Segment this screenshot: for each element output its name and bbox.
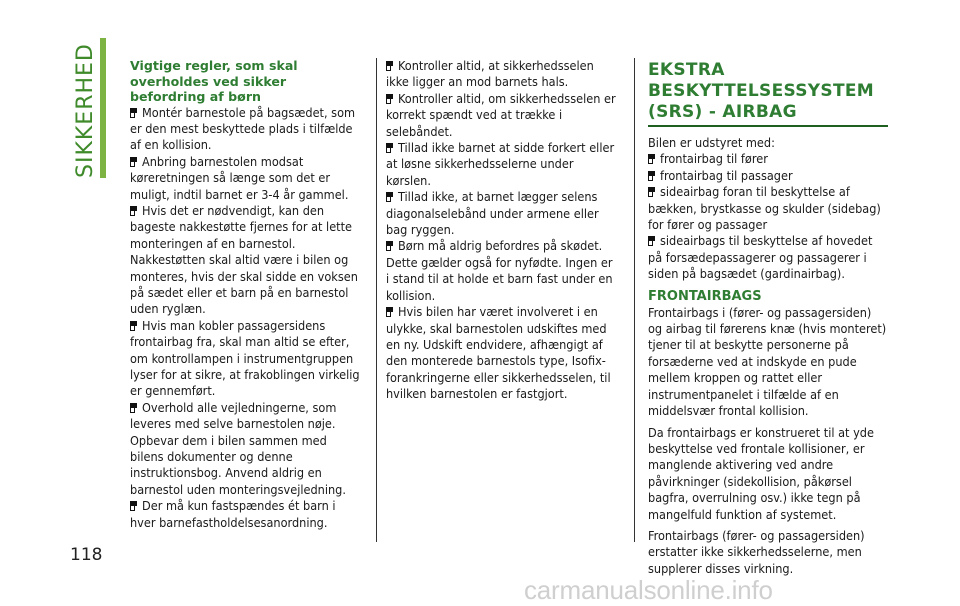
paragraph: Frontairbags (fører- og passagersiden) erstatter ikke sikkerhedsselerne, men supplerer disses virkning. [648,527,865,576]
list-item [386,140,618,189]
watermark: carmanualsonline.info [524,575,773,605]
section-tab-bar [100,38,106,178]
column-3 [648,60,888,577]
list-item [386,58,618,91]
list-item [130,203,362,318]
list-item-text: Kontroller altid, at sikkerhedsselen ikke ligger an mod barnets hals. [386,58,594,90]
list-item-text: Der må kun fastspændes ét barn i hver barnefastholdelsesanordning. [130,498,336,530]
rule-list [386,58,618,403]
list-item-text: Børn må aldrig befordres på skødet. Dette gælder også for nyfødte. Ingen er i stand til at holde et barn fast under en kollision. [386,238,613,303]
bullet-icon [648,154,656,164]
bullet-icon [130,501,138,511]
list-item [648,233,888,282]
list-item [130,498,362,531]
bullet-icon [130,321,138,331]
list-item-text: frontairbag til passager [660,167,793,183]
list-item-text: Hvis det er nødvendigt, kan den bageste nakkestøtte fjernes for at lette monteringen af en barnestol. Nakkestøtten skal altid være i bilen og monteres, hvis der skal sidde en voksen på sædet eller et barn på en barnestol uden ryglæn. [130,202,358,317]
bullet-icon [130,108,138,118]
section-heading: FRONTAIRBAGS [648,288,762,304]
bullet-icon [386,94,394,104]
bullet-icon [130,403,138,413]
bullet-icon [386,241,394,251]
list-item-text: Montér barnestole på bagsædet, som er den mest beskyttede plads i tilfælde af en kollision. [130,104,356,153]
bullet-icon [386,192,394,202]
list-item-text: sideairbags til beskyttelse af hovedet på forsædepassagerer og passagerer i siden på bagsædet (gardinairbag). [648,233,873,282]
list-item-text: sideairbag foran til beskyttelse af bækken, brystkasse og skulder (sidebag) for fører og passager [648,184,881,233]
subheading: Vigtige regler, som skal overholdes ved sikker befordring af børn [130,58,298,104]
list-item-text: Kontroller altid, om sikkerhedsselen er korrekt spændt ved at trække i selebåndet. [386,90,616,139]
list-item-text: Hvis man kobler passagersidens frontairbag fra, skal man altid se efter, om kontrollampen i instrumentgruppen lyser for at sikre, at frakoblingen virkelig er gennemført. [130,317,360,399]
list-item-text: Tillad ikke, at barnet lægger selens diagonalselebånd under armene eller bag ryggen. [386,189,599,238]
bullet-icon [386,143,394,153]
list-item [386,91,618,140]
equipment-list [648,151,888,282]
bullet-icon [386,307,394,317]
column-divider [634,58,635,542]
intro-text: Bilen er udstyret med: [648,135,775,150]
list-item-text: frontairbag til fører [660,151,768,167]
list-item-text: Anbring barnestolen modsat køreretningen så længe som det er muligt, indtil barnet er 3-4 år gammel. [130,153,349,202]
list-item [386,304,618,402]
bullet-icon [386,61,394,71]
paragraph: Da frontairbags er konstrueret til at yde beskyttelse ved frontale kollisioner, er manglende aktivering ved andre påvirkninger (sidekollision, påkørsel bagfra, overrulning osv.) ikke tegn på mangelfuld funktion af systemet. [648,424,874,522]
section-label: SIKKERHED [73,43,98,178]
list-item [386,189,618,238]
rule-list [130,105,362,532]
list-item-text: Tillad ikke barnet at sidde forkert eller at løsne sikkerhedsselerne under kørslen. [386,140,615,188]
list-item [130,400,362,498]
list-item [648,151,888,167]
bullet-icon [648,236,656,246]
bullet-icon [130,157,138,167]
list-item [648,168,888,184]
list-item [648,184,888,233]
column-2 [386,58,618,403]
list-item [130,105,362,154]
list-item [386,238,618,304]
list-item-text: Hvis bilen har været involveret i en ulykke, skal barnestolen udskiftes med en ny. Udskift endvidere, afhængigt af den monterede barnestols type, Isofix-forankringerne eller sikkerhedsselen, til hvilken barnestolen er fastgjort. [386,304,611,402]
bullet-icon [648,187,656,197]
section-title: EKSTRA BESKYTTELSESSYSTEM (SRS) - AIRBAG [648,60,888,127]
bullet-icon [130,206,138,216]
page-number: 118 [70,545,103,565]
list-item [130,154,362,203]
column-1 [130,58,362,531]
bullet-icon [648,171,656,181]
column-divider [376,58,377,542]
paragraph: Frontairbags i (fører- og passagersiden) og airbag til førerens knæ (hvis monteret) tjener til at beskytte personerne på forsæderne ved at indskyde en pude mellem kroppen og rattet eller instrumentpanelet i tilfælde af en middelsvær frontal kollision. [648,304,887,419]
list-item [130,318,362,400]
list-item-text: Overhold alle vejledningerne, som leveres med selve barnestolen nøje. Opbevar dem i bilen sammen med bilens dokumenter og denne instruktionsbog. Anvend aldrig en barnestol uden monteringsvejledning. [130,399,346,497]
